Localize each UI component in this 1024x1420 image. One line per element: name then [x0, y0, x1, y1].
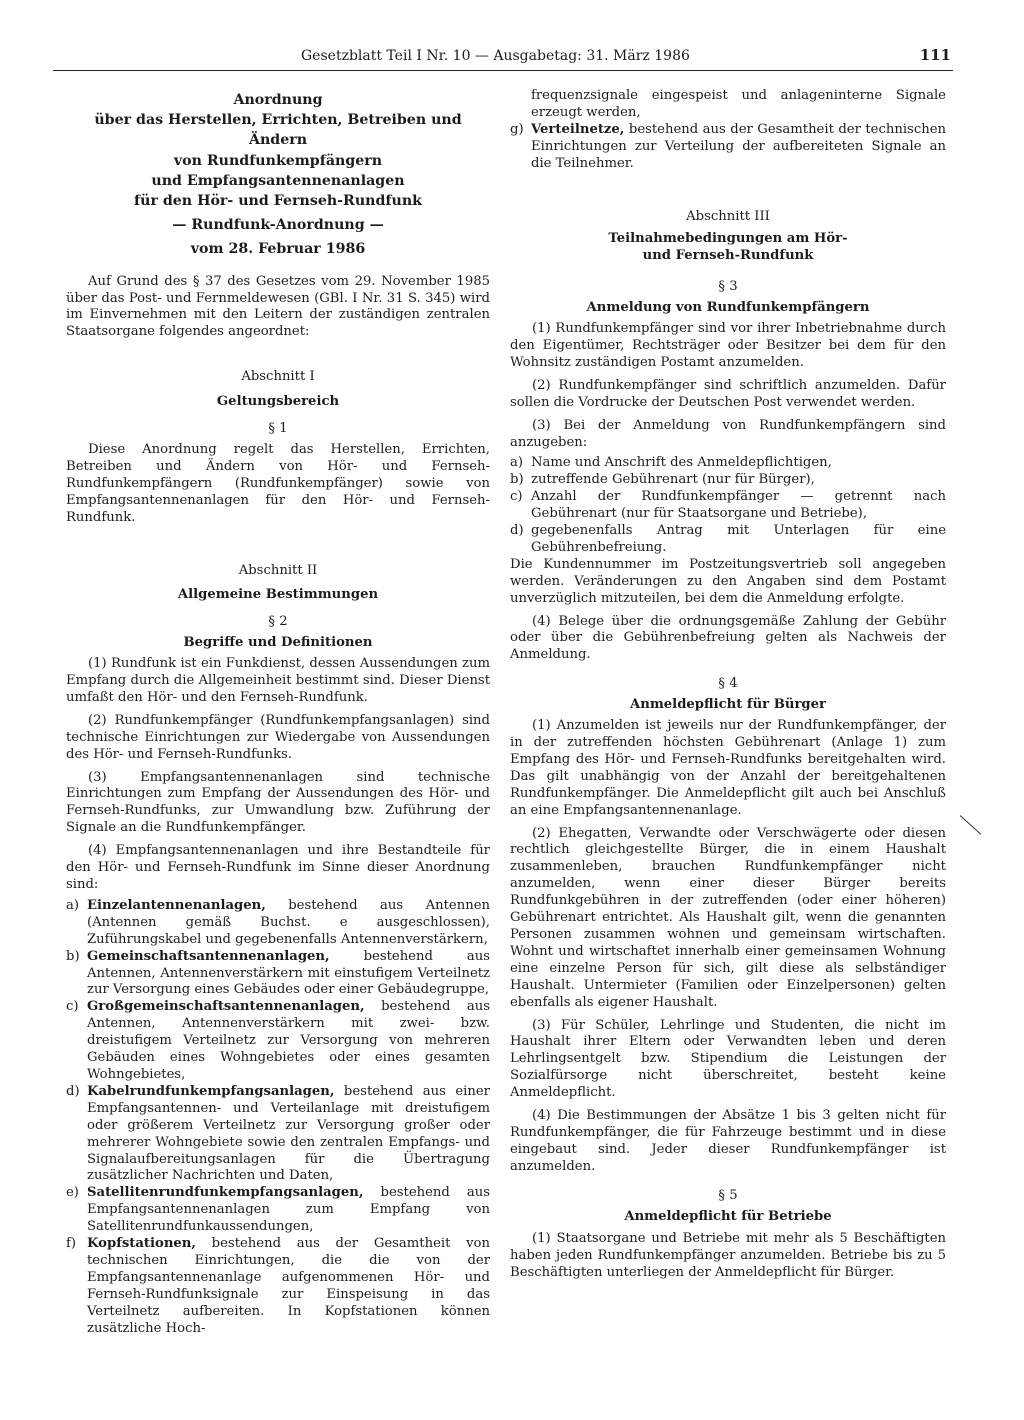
list-text: zutreffende Gebührenart (nur für Bürger), [531, 472, 815, 488]
list-item [510, 472, 946, 489]
document-title [66, 90, 490, 260]
abschnitt-2-label: Abschnitt II [238, 562, 318, 578]
section-4-title: Anmeldepflicht für Bürger [630, 697, 826, 713]
section-3-label: § 3 [718, 279, 738, 295]
section-2-para-2: (2) Rundfunkempfänger (Rundfunkempfangsanlagen) sind technische Einrichtungen zur Wiedergabe von Aussendungen des Hör- und Fernseh-Rundfunks. [66, 712, 490, 762]
section-3-para-2: (2) Rundfunkempfänger sind schriftlich anzumelden. Dafür sollen die Vordrucke der Deutschen Post verwendet werden. [510, 377, 946, 410]
list-label: d) [66, 1083, 80, 1099]
list-label: a) [66, 897, 80, 913]
list-item [510, 489, 946, 523]
abschnitt-3-label: Abschnitt III [686, 208, 770, 224]
section-2-title: Begriffe und Definitionen [183, 635, 373, 651]
list-label: e) [66, 1185, 79, 1201]
section-5-label: § 5 [718, 1187, 738, 1203]
list-continuation: frequenzsignale eingespeist und anlageninterne Signale erzeugt werden, [531, 88, 946, 120]
list-label: c) [510, 489, 523, 505]
section-5-para-1: (1) Staatsorgane und Betriebe mit mehr als 5 Beschäftigten haben jeden Rundfunkempfänger anzumelden. Betriebe bis zu 5 Beschäftigten unterliegen der Anmeldepflicht für Bürger. [510, 1231, 946, 1281]
list-item [66, 898, 490, 949]
section-1-label: § 1 [268, 421, 288, 437]
section-2-para-4: (4) Empfangsantennenanlagen und ihre Bestandteile für den Hör- und Fernseh-Rundfunk im Sinne dieser Anordnung sind: [66, 843, 490, 892]
title-line: Anordnung [233, 92, 323, 108]
abschnitt-3-title: Teilnahmebedingungen am Hör- [608, 231, 848, 247]
section-3-para-3b: Die Kundennummer im Postzeitungsvertrieb soll angegeben werden. Veränderungen zu den Angaben sind dem Postamt unverzüglich mitzuteilen, bei dem die Anmeldung erfolgte. [510, 556, 946, 606]
list-text: bestehend aus einer Empfangsantennen- und Verteilanlage mit dreistufigem oder größerem Verteilnetz zur Versorgung großer oder mehrerer Wohngebiete sowie den zentralen Empfangs- und Signalaufbereitungsanlagen für die Übertragung zusätzlicher Nachrichten und Daten, [87, 1083, 490, 1184]
page-header [53, 46, 953, 71]
left-column [66, 90, 490, 1337]
list-term: Gemeinschaftsantennenanlagen, [87, 948, 330, 964]
title-line: und Empfangsantennenanlagen [151, 172, 405, 189]
list-label: b) [66, 948, 80, 964]
abschnitt-1-title: Geltungsbereich [216, 394, 340, 410]
list-term: Kabelrundfunkempfangsanlagen, [87, 1083, 335, 1099]
list-item [66, 949, 490, 1000]
section-2-para-1: (1) Rundfunk ist ein Funkdienst, dessen Aussendungen zum Empfang durch die Allgemeinheit bestimmt sind. Dieser Dienst umfaßt den Hör- und den Fernseh-Rundfunk. [66, 656, 490, 705]
list-text: bestehend aus Antennen, Antennenverstärkern mit einstufigem Verteilnetz zur Versorgung eines Gebäudes oder einer Gebäudegruppe, [87, 948, 490, 998]
list-term: Satellitenrundfunkempfangsanlagen, [87, 1185, 364, 1201]
list-label: f) [66, 1236, 77, 1252]
section-4-label: § 4 [718, 676, 738, 692]
list-item [66, 999, 490, 1084]
title-date: vom 28. Februar 1986 [190, 241, 366, 258]
list-text: bestehend aus der Gesamtheit der technischen Einrichtungen zur Verteilung der aufbereiteten Signale an die Teilnehmer. [531, 121, 946, 171]
section-4-para-4: (4) Die Bestimmungen der Absätze 1 bis 3 gelten nicht für Rundfunkempfänger, die für Fahrzeuge bestimmt und in diese eingebaut sind. Jeder dieser Rundfunkempfänger ist anzumelden. [510, 1108, 946, 1174]
abschnitt-1-label: Abschnitt I [241, 369, 315, 385]
section-4-para-3: (3) Für Schüler, Lehrlinge und Studenten, die nicht im Haushalt ihrer Eltern oder Verwandten leben und deren Lehrlingsentgelt bzw. Stipendium die Leistungen der Sozialfürsorge nicht überschreitet, besteht keine Anmeldepflicht. [510, 1017, 946, 1101]
title-line: für den Hör- und Fernseh-Rundfunk [134, 193, 422, 210]
running-title: Gesetzblatt Teil I Nr. 10 — Ausgabetag: 31. März 1986 [301, 48, 690, 64]
margin-mark [960, 815, 982, 835]
list-text: bestehend aus der Gesamtheit von technischen Einrichtungen, die die von der Empfangsantennenanlage aufgenommenen Hör- und Fernseh-Rundfunksignale zur Einspeisung in das Verteilnetz aufbereiten. In Kopfstationen können zusätzliche Hoch- [87, 1236, 490, 1336]
list-item [66, 1084, 490, 1185]
list-text: bestehend aus Empfangsantennenanlagen zum Empfang von Satellitenrundfunkaussendungen, [87, 1185, 490, 1235]
section-4-para-1: (1) Anzumelden ist jeweils nur der Rundfunkempfänger, der in der zutreffenden höchsten Gebührenart (Anlage 1) zum Empfang des Hör- und Fernseh-Rundfunks bereitgehalten wird. Das gilt unabhängig von der Anzahl der bereitgehaltenen Rundfunkempfänger. Die Anmeldepflicht gilt auch bei Anschluß an eine Empfangsantennenanlage. [510, 718, 946, 818]
list-item [66, 1236, 490, 1337]
section-3-title: Anmeldung von Rundfunkempfängern [586, 300, 870, 316]
list-item [510, 122, 946, 173]
list-text: bestehend aus Antennen (Antennen gemäß Buchst. e ausgeschlossen), Zuführungskabel und gegebenenfalls Antennenverstärkern, [87, 897, 490, 947]
list-term: Großgemeinschaftsantennenanlagen, [87, 999, 365, 1015]
list-item [510, 455, 946, 472]
right-column [510, 88, 946, 1282]
short-title: — Rundfunk-Anordnung — [172, 217, 384, 234]
abschnitt-2-title: Allgemeine Bestimmungen [177, 587, 379, 603]
title-line: von Rundfunkempfängern [173, 152, 383, 169]
list-label: d) [510, 523, 524, 539]
section-5-title: Anmeldepflicht für Betriebe [624, 1208, 832, 1224]
section-2-para-3: (3) Empfangsantennenanlagen sind technische Einrichtungen zum Empfang der Aussendungen des Hör- und Fernseh-Rundfunks, zur Umwandlung bzw. Zuführung der Signale an die Rundfunkempfänger. [66, 769, 490, 836]
list-label: c) [66, 999, 79, 1015]
list-label: b) [510, 472, 524, 488]
page-number: 111 [919, 46, 951, 64]
section-1-text: Diese Anordnung regelt das Herstellen, Errichten, Betreiben und Ändern von Hör- und Fernseh-Rundfunkempfängern (Rundfunkempfänger) sowie von Empfangsantennenanlagen für den Hör- und Fernseh-Rundfunk. [66, 441, 490, 525]
section-4-para-2: (2) Ehegatten, Verwandte oder Verschwägerte oder diesen rechtlich gleichgestellte Bürger, die in einem Haushalt zusammenleben, brauchen Rundfunkempfänger nicht anzumelden, wenn einer dieser Bürger bereits Rundfunkgebühren in der zutreffenden (oder einer höheren) Gebührenart entrichtet. Als Haushalt gilt, wenn die genannten Personen zusammen wohnen und gemeinsam wirtschaften. Wohnt und wirtschaftet innerhalb einer gemeinsamen Wohnung eine einzelne Person für sich, gilt diese als selbständiger Haushalt. Untermieter (Familien oder Einzelpersonen) gelten ebenfalls als eigener Haushalt. [510, 825, 946, 1010]
section-3-para-1: (1) Rundfunkempfänger sind vor ihrer Inbetriebnahme durch den Eigentümer, Rechtsträger oder Besitzer bei dem für den Wohnsitz zuständigen Postamt anzumelden. [510, 321, 946, 370]
list-term: Kopfstationen, [87, 1236, 196, 1252]
list-text: gegebenenfalls Antrag mit Unterlagen für eine Gebührenbefreiung. [531, 523, 946, 555]
list-term: Einzelantennenanlagen, [87, 897, 266, 913]
list-text: Name und Anschrift des Anmeldepflichtigen, [531, 455, 832, 471]
preamble: Auf Grund des § 37 des Gesetzes vom 29. November 1985 über das Post- und Fernmeldewesen (GBl. I Nr. 31 S. 345) wird im Einvernehmen mit den Leitern der zuständigen zentralen Staatsorgane folgendes angeordnet: [66, 273, 490, 340]
list-text: bestehend aus Antennen, Antennenverstärkern mit zwei- bzw. dreistufigem Verteilnetz zur Versorgung von mehreren Gebäuden eines Wohngebietes oder eines gesamten Wohngebietes, [87, 999, 490, 1082]
abschnitt-3-title: und Fernseh-Rundfunk [642, 248, 814, 264]
list-label: a) [510, 455, 524, 471]
list-term: Verteilnetze, [531, 121, 625, 137]
list-text: Anzahl der Rundfunkempfänger — getrennt nach Gebührenart (nur für Staatsorgane und Betriebe), [531, 489, 946, 522]
list-label: g) [510, 121, 524, 137]
section-2-label: § 2 [268, 614, 288, 630]
title-line: über das Herstellen, Errichten, Betreiben und Ändern [94, 112, 462, 149]
list-item [510, 523, 946, 557]
section-3-para-4: (4) Belege über die ordnungsgemäße Zahlung der Gebühr oder über die Gebührenbefreiung gelten als Nachweis der Anmeldung. [510, 613, 946, 663]
section-3-para-3: (3) Bei der Anmeldung von Rundfunkempfängern sind anzugeben: [510, 417, 946, 450]
list-item [66, 1185, 490, 1236]
